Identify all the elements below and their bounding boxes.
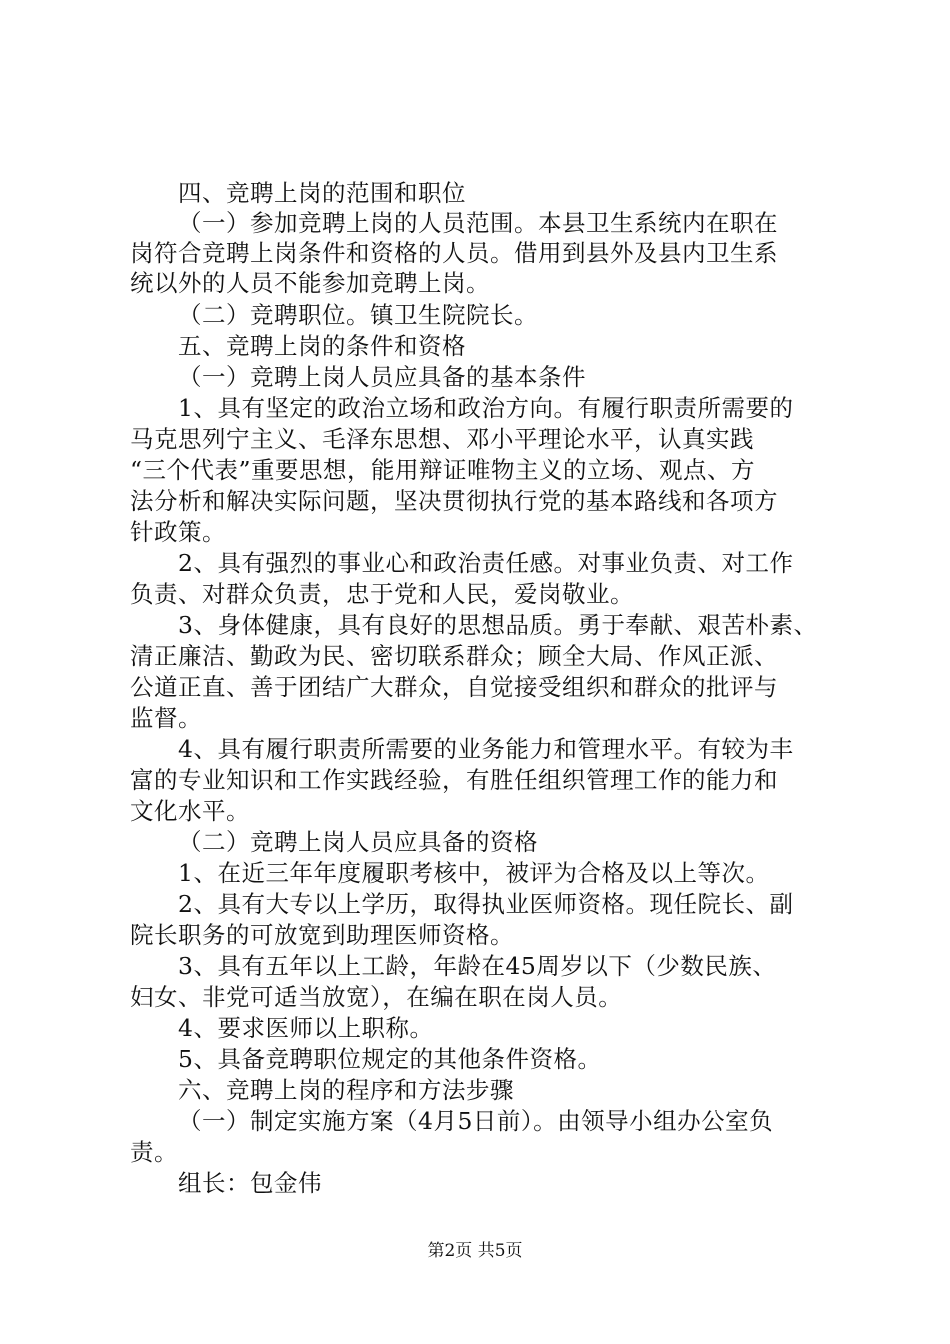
section-heading: 六、竞聘上岗的程序和方法步骤 bbox=[178, 1076, 514, 1104]
paragraph-line: 监督。 bbox=[130, 704, 202, 732]
paragraph-line: 5、具备竞聘职位规定的其他条件资格。 bbox=[178, 1045, 602, 1073]
paragraph-line: 2、具有大专以上学历，取得执业医师资格。现任院长、副 bbox=[178, 890, 794, 918]
paragraph-line: 4、具有履行职责所需要的业务能力和管理水平。有较为丰 bbox=[178, 735, 794, 763]
section-heading: 四、竞聘上岗的范围和职位 bbox=[178, 179, 466, 207]
subsection-heading: （二）竞聘上岗人员应具备的资格 bbox=[178, 828, 538, 856]
paragraph-line: （一）参加竞聘上岗的人员范围。本县卫生系统内在职在 bbox=[178, 209, 778, 237]
paragraph-line: 富的专业知识和工作实践经验，有胜任组织管理工作的能力和 bbox=[130, 766, 778, 794]
paragraph-line: （二）竞聘职位。镇卫生院院长。 bbox=[178, 301, 538, 329]
section-heading: 五、竞聘上岗的条件和资格 bbox=[178, 332, 466, 360]
paragraph-line: 马克思列宁主义、毛泽东思想、邓小平理论水平，认真实践 bbox=[130, 425, 754, 453]
paragraph-line: 文化水平。 bbox=[130, 797, 250, 825]
paragraph-line: 4、要求医师以上职称。 bbox=[178, 1014, 434, 1042]
paragraph-line: 组长：包金伟 bbox=[178, 1169, 322, 1197]
paragraph-line: 3、身体健康，具有良好的思想品质。勇于奉献、艰苦朴素、 bbox=[178, 611, 818, 639]
paragraph-line: 清正廉洁、勤政为民、密切联系群众；顾全大局、作风正派、 bbox=[130, 642, 778, 670]
paragraph-line: 1、具有坚定的政治立场和政治方向。有履行职责所需要的 bbox=[178, 394, 794, 422]
paragraph-line: （一）制定实施方案（4月5日前）。由领导小组办公室负 bbox=[178, 1107, 774, 1135]
paragraph-line: 针政策。 bbox=[130, 518, 226, 546]
page-number-footer: 第2页 共5页 bbox=[427, 1241, 523, 1261]
paragraph-line: 统以外的人员不能参加竞聘上岗。 bbox=[130, 269, 490, 297]
paragraph-line: 妇女、非党可适当放宽），在编在职在岗人员。 bbox=[130, 983, 623, 1011]
paragraph-line: 责。 bbox=[130, 1138, 178, 1166]
subsection-heading: （一）竞聘上岗人员应具备的基本条件 bbox=[178, 363, 586, 391]
paragraph-line: 院长职务的可放宽到助理医师资格。 bbox=[130, 921, 514, 949]
paragraph-line: 公道正直、善于团结广大群众，自觉接受组织和群众的批评与 bbox=[130, 673, 778, 701]
paragraph-line: 负责、对群众负责，忠于党和人民，爱岗敬业。 bbox=[130, 580, 634, 608]
paragraph-line: “三个代表”重要思想，能用辩证唯物主义的立场、观点、方 bbox=[130, 456, 756, 484]
paragraph-line: 法分析和解决实际问题，坚决贯彻执行党的基本路线和各项方 bbox=[130, 487, 778, 515]
paragraph-line: 2、具有强烈的事业心和政治责任感。对事业负责、对工作 bbox=[178, 549, 794, 577]
paragraph-line: 1、在近三年年度履职考核中，被评为合格及以上等次。 bbox=[178, 859, 770, 887]
paragraph-line: 3、具有五年以上工龄，年龄在45周岁以下（少数民族、 bbox=[178, 952, 777, 980]
paragraph-line: 岗符合竞聘上岗条件和资格的人员。借用到县外及县内卫生系 bbox=[130, 239, 778, 267]
